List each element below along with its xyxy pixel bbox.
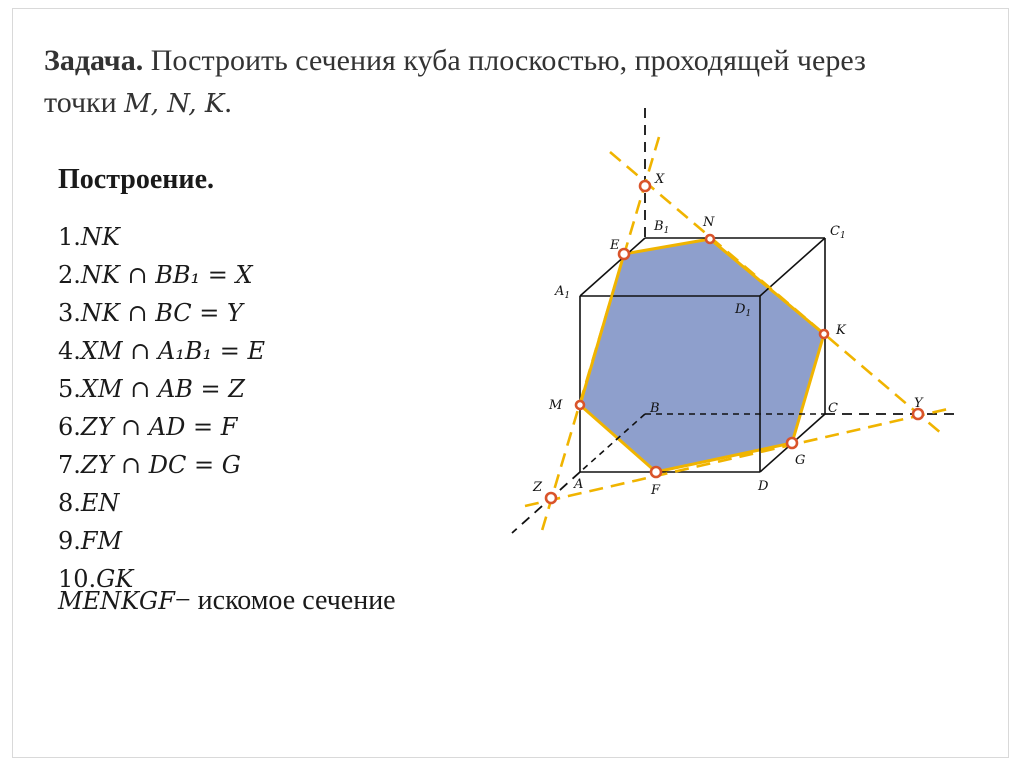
step-number: 2. <box>58 261 81 289</box>
step-number: 7. <box>58 451 81 479</box>
point-m <box>576 401 584 409</box>
label-c1 <box>830 224 846 241</box>
point-n <box>706 235 714 243</box>
step-expr: NK <box>80 223 120 251</box>
label-d1-letter: D <box>735 302 746 317</box>
step-expr: XM ∩ AB = Z <box>80 375 245 403</box>
point-k <box>820 330 828 338</box>
task-text: Построить сечения куба плоскостью, проходящей через точки <box>44 44 866 119</box>
label-c1-letter: C <box>830 224 840 239</box>
step-number: 9. <box>58 527 81 555</box>
label-k: K <box>836 323 846 338</box>
label-e: E <box>610 238 620 253</box>
label-c1-sub: 1 <box>839 231 846 241</box>
task-label: Задача. <box>44 44 144 77</box>
step-expr: FM <box>80 527 123 555</box>
label-b1-letter: B <box>654 219 664 234</box>
label-b: B <box>650 401 660 416</box>
label-b1 <box>653 219 669 236</box>
step-number: 5. <box>58 375 81 403</box>
label-y: Y <box>914 396 923 411</box>
task-end: . <box>224 86 232 119</box>
step-expr: XM ∩ A₁B₁ = E <box>80 337 266 365</box>
step-expr: GK <box>96 565 134 593</box>
step-expr: ZY ∩ AD = F <box>80 413 238 441</box>
point-g <box>787 438 797 448</box>
label-c: C <box>828 401 838 416</box>
label-a1-letter: A <box>555 284 565 299</box>
label-b1-sub: 1 <box>663 226 670 236</box>
label-z: Z <box>533 480 543 495</box>
label-g: G <box>795 453 806 468</box>
task-points: M, N, K <box>124 89 225 119</box>
step-expr: NK ∩ BB₁ = X <box>80 261 253 289</box>
label-x: X <box>655 172 665 187</box>
point-f <box>651 467 661 477</box>
section-polygon <box>580 239 824 472</box>
point-e <box>619 249 629 259</box>
step-expr: ZY ∩ DC = G <box>80 451 241 479</box>
construction-heading: Построение. <box>58 164 214 195</box>
step-number: 10. <box>58 565 97 593</box>
step-expr: NK ∩ BC = Y <box>80 299 243 327</box>
step-expr: EN <box>80 489 120 517</box>
label-a1-sub: 1 <box>564 291 571 301</box>
step-number: 6. <box>58 413 81 441</box>
label-a1 <box>554 284 570 301</box>
step-number: 4. <box>58 337 81 365</box>
answer-rest: − искомое сечение <box>174 585 396 616</box>
label-d: D <box>758 479 769 494</box>
label-d1-sub: 1 <box>745 309 752 319</box>
step-number: 1. <box>58 223 81 251</box>
answer-section: MENKGF <box>58 587 175 615</box>
step-number: 8. <box>58 489 81 517</box>
point-z <box>546 493 556 503</box>
label-a: A <box>574 477 584 492</box>
label-m: M <box>549 398 563 413</box>
point-x <box>640 181 650 191</box>
line-ab-extension <box>512 472 580 533</box>
label-n: N <box>703 215 715 230</box>
label-f: F <box>651 483 661 498</box>
step-number: 3. <box>58 299 81 327</box>
